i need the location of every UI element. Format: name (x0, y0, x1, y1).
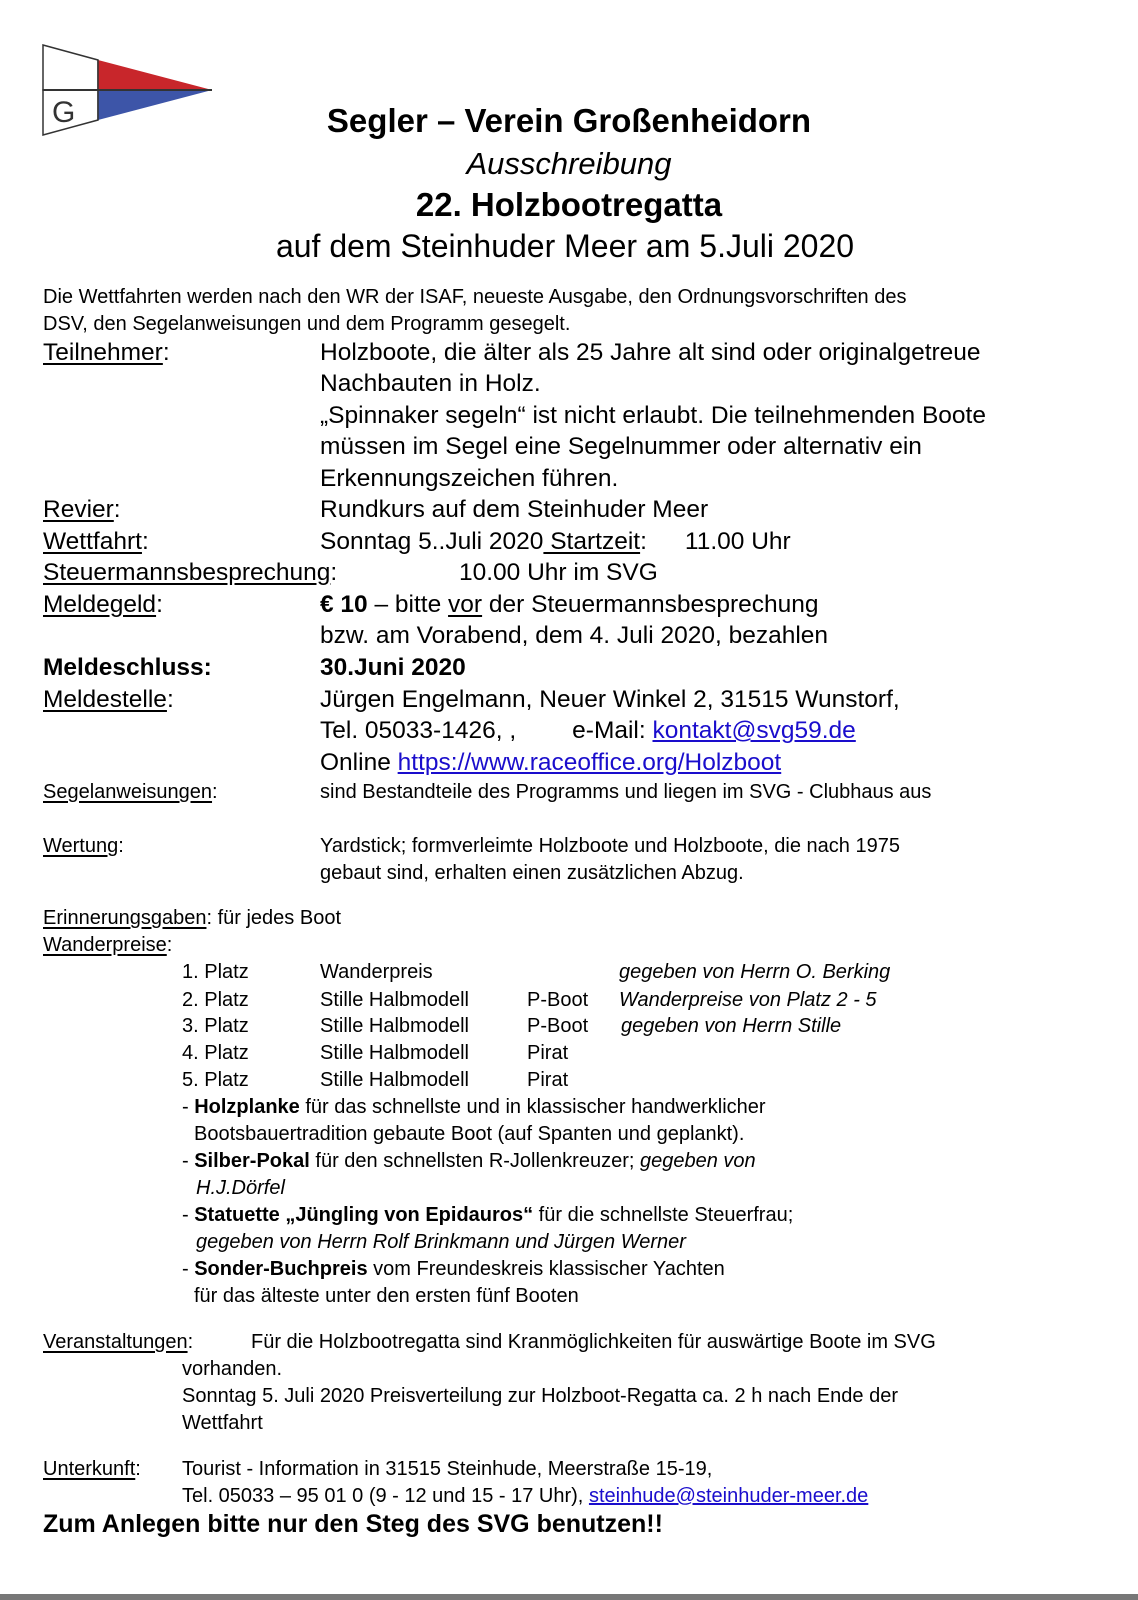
unterkunft-line-2: Tel. 05033 – 95 01 0 (9 - 12 und 15 - 17 Uhr), steinhude@steinhuder-meer.de (182, 1485, 869, 1507)
veranstaltungen-line-3: Sonntag 5. Juli 2020 Preisverteilung zur Holzboot-Regatta ca. 2 h nach Ende der (182, 1385, 898, 1407)
intro-line-1: Die Wettfahrten werden nach den WR der ISAF, neueste Ausgabe, den Ordnungsvorschriften des (43, 286, 907, 308)
segelanweisungen-value: sind Bestandteile des Programms und liegen im SVG - Clubhaus aus (320, 781, 932, 803)
meldegeld-line-2: bzw. am Vorabend, dem 4. Juli 2020, bezahlen (320, 622, 829, 649)
veranstaltungen-label: Veranstaltungen: (43, 1331, 194, 1353)
startzeit-value: 11.00 Uhr (684, 528, 791, 555)
teilnehmer-line: Holzboote, die älter als 25 Jahre alt sind oder originalgetreue (320, 339, 981, 366)
special-prize-sonder-buchpreis: - Sonder-Buchpreis vom Freundeskreis klassischer Yachten (182, 1258, 725, 1280)
startzeit-label: Startzeit (543, 528, 641, 555)
teilnehmer-line: Erkennungszeichen führen. (320, 465, 619, 492)
meldestelle-label: Meldestelle: (43, 686, 174, 713)
unterkunft-line-1: Tourist - Information in 31515 Steinhude, Meerstraße 15-19, (182, 1458, 713, 1480)
email-link-kontakt[interactable]: kontakt@svg59.de (652, 717, 856, 744)
meldestelle-contact: Tel. 05033-1426, , e-Mail: kontakt@svg59.de (320, 717, 856, 744)
special-prize-holzplanke: - Holzplanke für das schnellste und in klassischer handwerklicher (182, 1096, 766, 1118)
meldegeld-amount: € 10 (320, 591, 368, 618)
teilnehmer-line: „Spinnaker segeln“ ist nicht erlaubt. Die teilnehmenden Boote (320, 402, 986, 429)
pennant-white-top (43, 45, 98, 90)
club-title: Segler – Verein Großenheidorn (326, 102, 812, 139)
special-prize-holzplanke-line-2: Bootsbauertradition gebaute Boot (auf Spanten und geplankt). (194, 1123, 745, 1145)
document-subtitle: Ausschreibung (466, 146, 672, 181)
wettfahrt-value: Sonntag 5..Juli 2020 Startzeit: 11.00 Uhr (320, 528, 791, 555)
steuermann-label: Steuermannsbesprechung: (43, 559, 338, 586)
special-prize-silber-pokal: - Silber-Pokal für den schnellsten R-Jollenkreuzer; gegeben von (182, 1150, 756, 1172)
erinnerungsgaben: Erinnerungsgaben: für jedes Boot (43, 907, 342, 929)
revier-label: Revier: (43, 496, 121, 523)
special-prize-sonder-buchpreis-line-2: für das älteste unter den ersten fünf Booten (194, 1285, 579, 1307)
veranstaltungen-line-1: Für die Holzbootregatta sind Kranmöglichkeiten für auswärtige Boote im SVG (251, 1331, 936, 1353)
footer-notice: Zum Anlegen bitte nur den Steg des SVG benutzen!! (43, 1510, 663, 1538)
unterkunft-label: Unterkunft: (43, 1458, 141, 1480)
special-prize-statuette: - Statuette „Jüngling von Epidauros“ für die schnellste Steuerfrau; (182, 1204, 794, 1226)
meldeschluss-value: 30.Juni 2020 (320, 654, 466, 681)
wertung-label: Wertung: (43, 835, 124, 857)
veranstaltungen-line-2: vorhanden. (182, 1358, 283, 1380)
teilnehmer-line: Nachbauten in Holz. (320, 370, 541, 397)
intro-line-2: DSV, den Segelanweisungen und dem Programm gesegelt. (43, 313, 571, 335)
meldeschluss-label: Meldeschluss: (43, 654, 212, 681)
teilnehmer-label: Teilnehmer: (43, 339, 170, 366)
special-prize-statuette-line-2: gegeben von Herrn Rolf Brinkmann und Jürgen Werner (196, 1231, 686, 1253)
steuermann-value: 10.00 Uhr im SVG (459, 559, 658, 586)
segelanweisungen-label: Segelanweisungen: (43, 781, 218, 803)
pennant-letter: G (52, 96, 76, 129)
revier-value: Rundkurs auf dem Steinhuder Meer (320, 496, 709, 523)
meldegeld-value: € 10 – bitte vor der Steuermannsbesprechung (320, 591, 819, 618)
meldestelle-online: Online https://www.raceoffice.org/Holzboot (320, 749, 782, 776)
wanderpreise-label: Wanderpreise: (43, 934, 173, 956)
meldestelle-address: Jürgen Engelmann, Neuer Winkel 2, 31515 Wunstorf, (320, 686, 900, 713)
wertung-line-1: Yardstick; formverleimte Holzboote und Holzboote, die nach 1975 (320, 835, 900, 857)
veranstaltungen-line-4: Wettfahrt (182, 1412, 263, 1434)
teilnehmer-line: müssen im Segel eine Segelnummer oder alternativ ein (320, 433, 922, 460)
meldegeld-label: Meldegeld: (43, 591, 163, 618)
pennant-red (98, 60, 212, 90)
email-link-steinhude[interactable]: steinhude@steinhuder-meer.de (588, 1485, 869, 1507)
bottom-divider (0, 1594, 1138, 1600)
raceoffice-link[interactable]: https://www.raceoffice.org/Holzboot (397, 749, 782, 776)
wertung-line-2: gebaut sind, erhalten einen zusätzlichen Abzug. (320, 862, 744, 884)
special-prize-silber-pokal-line-2: H.J.Dörfel (196, 1177, 285, 1199)
event-location-date: auf dem Steinhuder Meer am 5.Juli 2020 (275, 228, 855, 264)
wettfahrt-label: Wettfahrt: (43, 528, 149, 555)
event-title: 22. Holzbootregatta (415, 186, 723, 223)
